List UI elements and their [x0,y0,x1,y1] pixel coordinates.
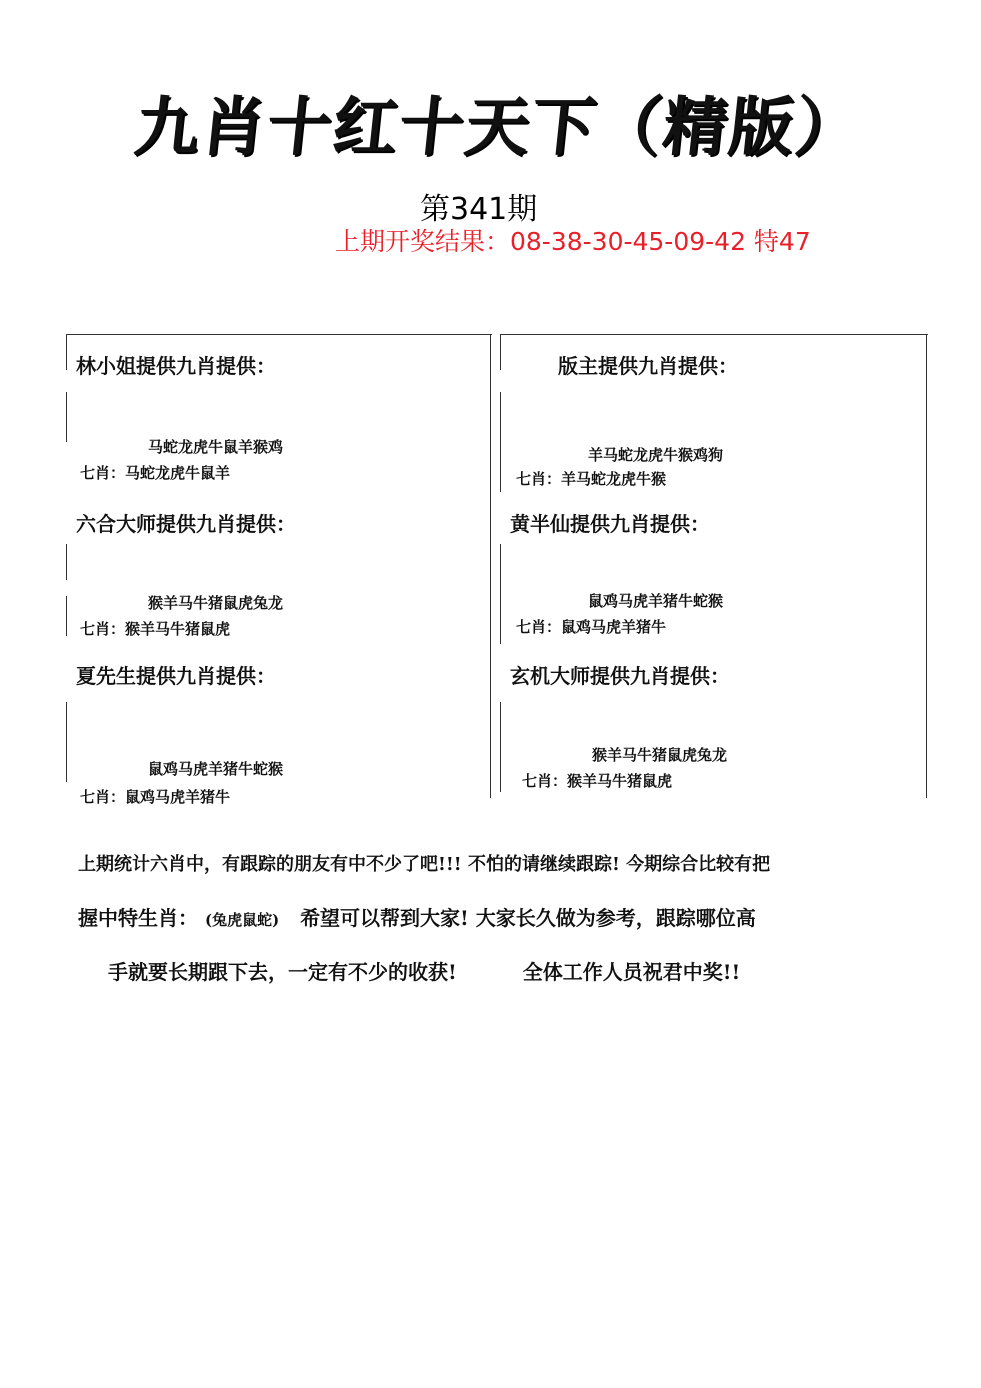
seven-zodiac-list: 七肖：鼠鸡马虎羊猪牛 [516,618,667,636]
section-heading: 夏先生提供九肖提供： [76,664,276,688]
wishes-text: 全体工作人员祝君中奖!! [522,960,741,984]
issue-number: 第341期 [420,192,538,227]
panel-border [490,334,491,798]
seven-zodiac-list: 七肖：猴羊马牛猪鼠虎 [80,620,231,638]
section-heading: 林小姐提供九肖提供： [76,354,276,378]
panel-top-border [500,334,928,335]
section-heading: 版主提供九肖提供： [558,354,738,378]
left-prediction-panel [66,334,492,806]
section-heading: 黄半仙提供九肖提供： [510,512,710,536]
panel-border [500,392,501,492]
panel-border [500,544,501,644]
panel-border [66,392,67,442]
last-draw-result: 上期开奖结果：08-38-30-45-09-42 特47 [335,227,811,256]
nine-zodiac-list: 鼠鸡马虎羊猪牛蛇猴 [148,760,284,778]
summary-note-text: 希望可以帮到大家! 大家长久做为参考，跟踪哪位高 [300,906,756,930]
right-prediction-panel [500,334,928,798]
section-heading: 六合大师提供九肖提供： [76,512,296,536]
panel-border [500,334,501,370]
seven-zodiac-list: 七肖：羊马蛇龙虎牛猴 [516,470,667,488]
nine-zodiac-list: 猴羊马牛猪鼠虎兔龙 [592,746,728,764]
panel-border [66,702,67,782]
section-heading: 玄机大师提供九肖提供： [510,664,730,688]
summary-note-line-3 [108,956,740,985]
nine-zodiac-list: 猴羊马牛猪鼠虎兔龙 [148,594,284,612]
panel-border [66,544,67,580]
panel-border [66,334,67,370]
page-title: 九肖十红十天下（精版） [131,91,865,165]
summary-note-text: 手就要长期跟下去，一定有不少的收获! [108,960,457,984]
panel-top-border [66,334,492,335]
panel-border [926,334,927,798]
nine-zodiac-list: 马蛇龙虎牛鼠羊猴鸡 [148,438,284,456]
highlighted-zodiacs: (兔虎鼠蛇) [204,911,280,929]
seven-zodiac-list: 七肖：猴羊马牛猪鼠虎 [522,772,673,790]
seven-zodiac-list: 七肖：鼠鸡马虎羊猪牛 [80,788,231,806]
summary-note-line-2 [78,902,756,931]
summary-note-line-1: 上期统计六肖中，有跟踪的朋友有中不少了吧!!! 不怕的请继续跟踪! 今期综合比较有把 [78,854,771,875]
summary-note-text: 握中特生肖： [78,906,198,930]
panel-border [500,702,501,792]
nine-zodiac-list: 鼠鸡马虎羊猪牛蛇猴 [588,592,724,610]
nine-zodiac-list: 羊马蛇龙虎牛猴鸡狗 [588,446,724,464]
panel-border [66,596,67,636]
seven-zodiac-list: 七肖：马蛇龙虎牛鼠羊 [80,464,231,482]
